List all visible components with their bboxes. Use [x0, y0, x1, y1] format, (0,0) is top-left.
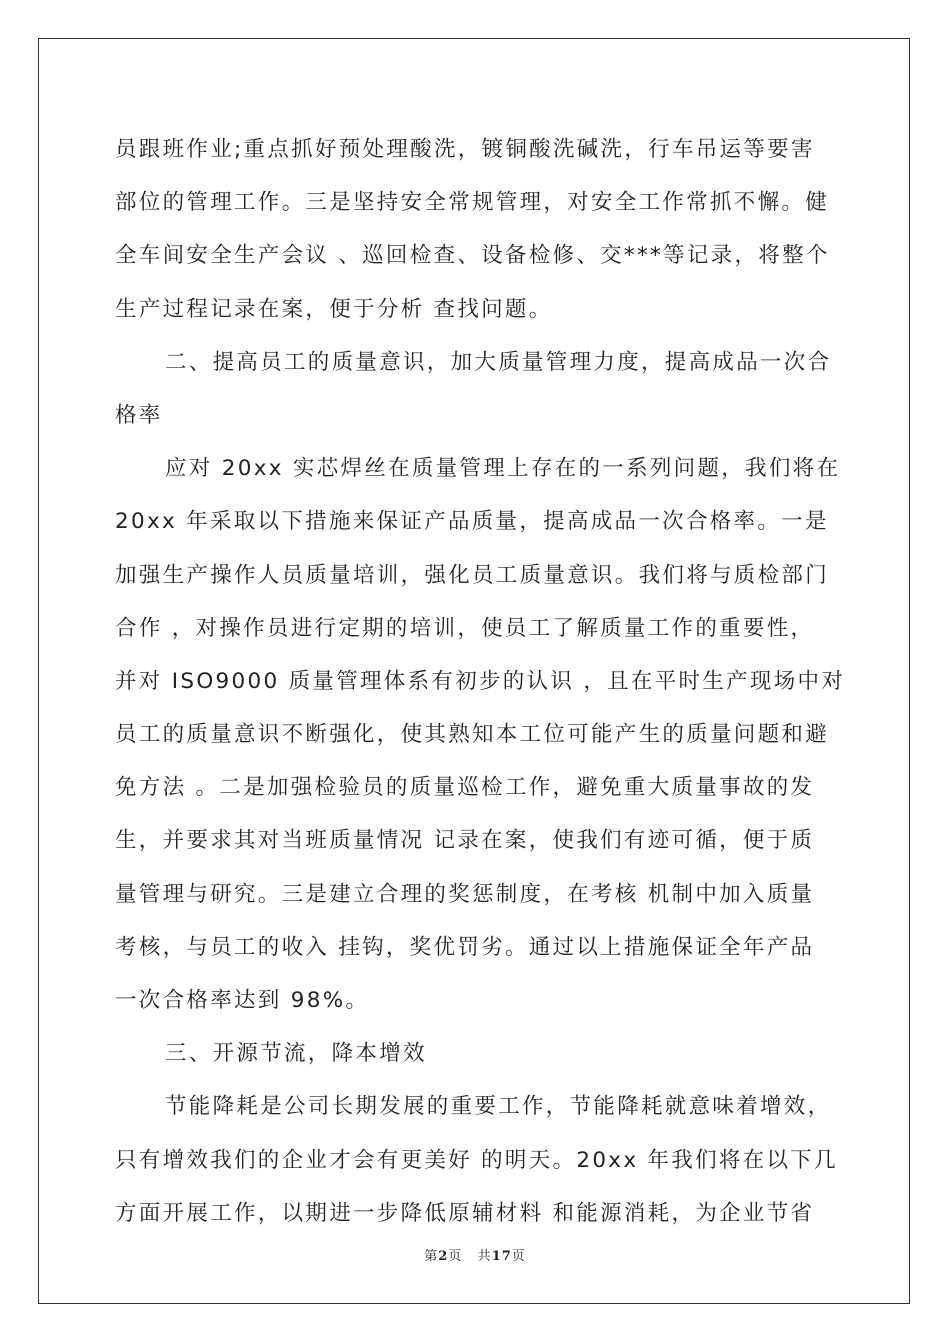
text-line: 加强生产操作人员质量培训，强化员工质量意识。我们将与质检部门: [115, 562, 830, 588]
section-heading-continued: 格率: [115, 402, 163, 428]
text-line: 员跟班作业;重点抓好预处理酸洗，镀铜酸洗碱洗，行车吊运等要害: [115, 137, 815, 162]
text-line: 一次合格率达到 98%。: [115, 988, 370, 1013]
page-suffix: 页: [448, 1249, 463, 1264]
section-heading: 三、开源节流，降本增效: [165, 1041, 427, 1067]
total-pages: 17: [491, 1249, 512, 1264]
text-line: 只有增效我们的企业才会有更美好 的明天。20xx 年我们将在以下几: [115, 1147, 838, 1173]
text-line: 量管理与研究。三是建立合理的奖惩制度，在考核 机制中加入质量: [115, 881, 815, 907]
document-body: [115, 123, 846, 1240]
page-number: 2: [438, 1249, 449, 1264]
text-line: 20xx 年采取以下措施来保证产品质量，提高成品一次合格率。一是: [115, 509, 829, 535]
page-prefix: 第: [424, 1249, 439, 1264]
total-suffix: 页: [511, 1249, 526, 1264]
text-line: 应对 20xx 实芯焊丝在质量管理上存在的一系列问题，我们将在: [165, 456, 841, 482]
text-line: 节能降耗是公司长期发展的重要工作，节能降耗就意味着增效，: [165, 1094, 832, 1120]
text-line: 员工的质量意识不断强化，使其熟知本工位可能产生的质量问题和避: [115, 722, 830, 748]
text-line: 考核，与员工的收入 挂钩，奖优罚劣。通过以上措施保证全年产品: [115, 934, 815, 960]
text-line: 生，并要求其对当班质量情况 记录在案，使我们有迹可循，便于质: [115, 828, 815, 854]
text-line: 免方法 。二是加强检验员的质量巡检工作，避免重大质量事故的发: [115, 775, 815, 801]
page-footer: [0, 1245, 950, 1264]
text-line: 方面开展工作，以期进一步降低原辅材料 和能源消耗，为企业节省: [115, 1200, 815, 1226]
section-heading: 二、提高员工的质量意识，加大质量管理力度，提高成品一次合: [165, 349, 832, 375]
text-line: 部位的管理工作。三是坚持安全常规管理，对安全工作常抓不懈。健: [115, 190, 830, 216]
text-line: 全车间安全生产会议 、巡回检查、设备检修、交***等记录，将整个: [115, 243, 830, 269]
text-line: 生产过程记录在案，便于分析 查找问题。: [115, 296, 553, 322]
total-prefix: 共: [477, 1249, 492, 1264]
text-line: 并对 ISO9000 质量管理体系有初步的认识 ，且在平时生产现场中对: [115, 668, 846, 694]
text-line: 合作 ，对操作员进行定期的培训，使员工了解质量工作的重要性，: [115, 615, 815, 641]
